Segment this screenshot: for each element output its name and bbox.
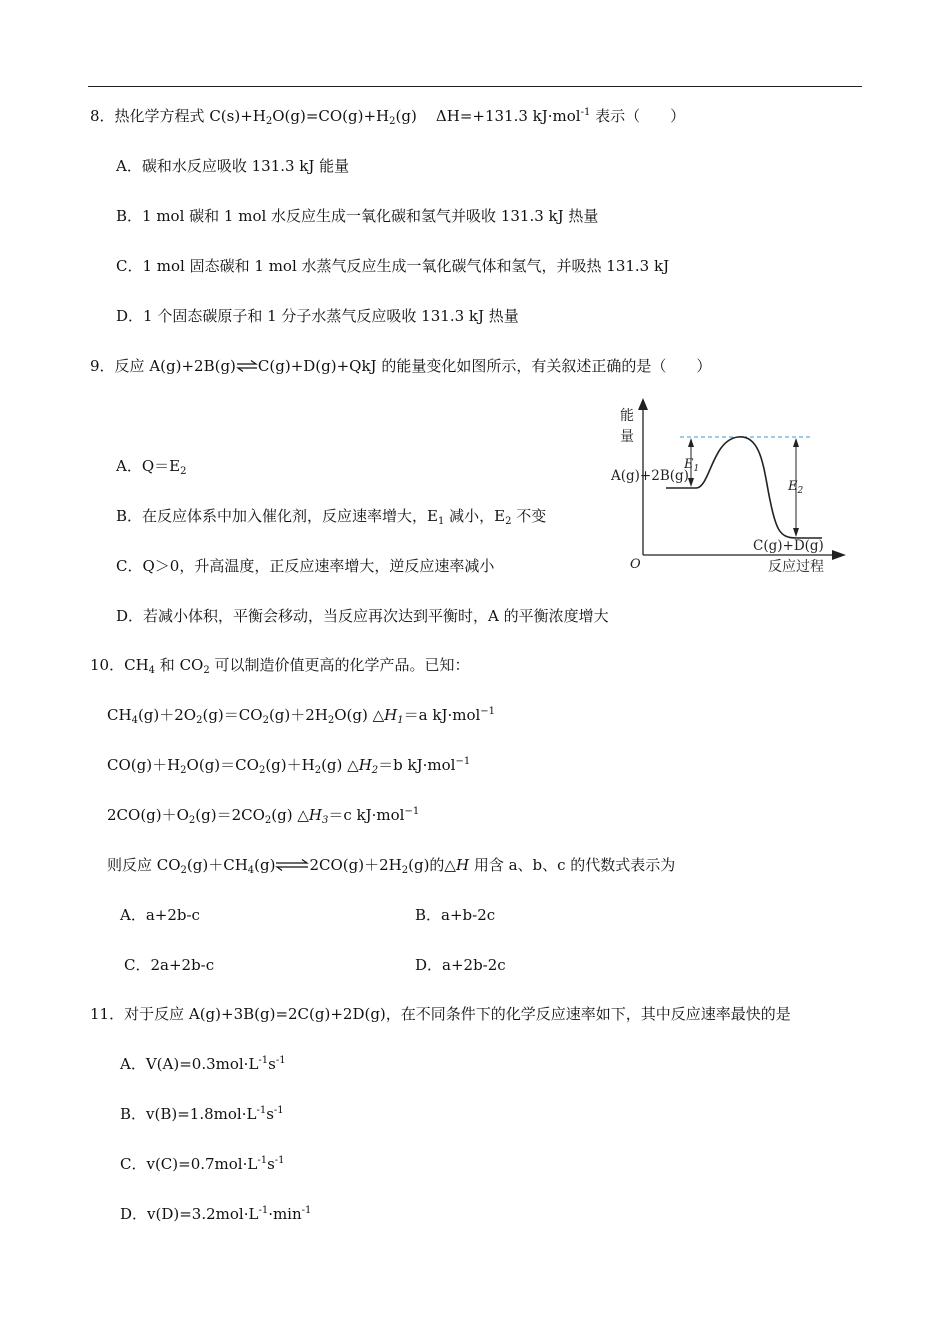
q10-option-c: C．2a+2b-c <box>124 956 215 974</box>
q10-option-a: A．a+2b-c <box>120 906 200 924</box>
e2-arrow-head-bottom-icon <box>793 528 799 537</box>
energy-diagram <box>600 392 860 582</box>
origin-label: O <box>630 557 641 572</box>
q9-option-a: A．$Q=E_2$ <box>116 457 187 477</box>
reactant-label: A(g)+2B(g) <box>611 468 689 484</box>
q10-option-d: D．a+2b-2c <box>415 956 506 974</box>
y-label-energy-1: 能 <box>620 408 634 424</box>
q8-option-b: B．1 mol 碳和 1 mol 水反应生成一氧化碳和氢气并吸收 131.3 kJ 热量 <box>116 207 599 225</box>
q10-equation-2: $CO(g)+H_2O(g)=CO_2(g)+H_2(g)$ $\triangle H_2=b$ kJ·mol$^{-1}$ <box>107 756 471 776</box>
e1-label: $E_1$ <box>684 457 700 474</box>
q8-option-d: D．1 个固态碳原子和 1 分子水蒸气反应吸收 131.3 kJ 热量 <box>116 307 519 325</box>
equilibrium-arrow-icon <box>236 360 258 372</box>
e1-arrow-head-top-icon <box>688 438 694 447</box>
product-label: C(g)+D(g) <box>753 538 824 554</box>
x-axis-arrow-icon <box>832 550 846 560</box>
q10-question: 则反应 $CO_2(g)+CH_4(g)$ $2CO(g)+2H_2(g)$的△H 用含 a、b、c 的代数式表示为 <box>107 856 676 876</box>
q11-option-a: A．$V(A)=0.3mol\cdot L^{-1}s^{-1}$ <box>120 1055 286 1073</box>
q8-option-a: A．碳和水反应吸收 131.3 kJ 能量 <box>116 157 350 175</box>
y-label-energy-2: 量 <box>620 429 634 445</box>
q10-equation-3: $2CO(g)+O_2(g)=2CO_2(g)$ $\triangle H_3=c$ kJ·mol$^{-1}$ <box>107 806 420 826</box>
q9-option-d: D．若减小体积，平衡会移动，当反应再次达到平衡时，A 的平衡浓度增大 <box>116 607 609 625</box>
q9-option-c: C．Q＞0，升高温度，正反应速率增大，逆反应速率减小 <box>116 557 495 575</box>
e2-label: $E_2$ <box>788 479 804 496</box>
q8-stem: 8．热化学方程式 $C(s)+H_2O(g)=CO(g)+H_2(g)$ ΔH=+131.3 kJ·mol$^{-1}$ 表示（ ） <box>90 107 686 127</box>
q10-stem: 10．$CH_4$ 和 $CO_2$ 可以制造价值更高的化学产品。已知： <box>90 656 470 676</box>
header-rule <box>88 86 862 87</box>
q11-option-d: D．$v(D)=3.2mol\cdot L^{-1}\cdot\min^{-1}$ <box>120 1205 312 1223</box>
y-axis-arrow-icon <box>638 398 648 410</box>
q11-option-b: B．$v(B)=1.8mol\cdot L^{-1}s^{-1}$ <box>120 1105 284 1123</box>
equilibrium-arrow-icon <box>275 859 309 871</box>
e2-arrow-head-top-icon <box>793 438 799 447</box>
q11-option-c: C．$v(C)=0.7mol\cdot L^{-1}s^{-1}$ <box>120 1155 285 1173</box>
q8-option-c: C．1 mol 固态碳和 1 mol 水蒸气反应生成一氧化碳气体和氢气，并吸热 131.3 kJ <box>116 257 670 275</box>
q9-option-b: B．在反应体系中加入催化剂，反应速率增大，$E_1$ 减小，$E_2$ 不变 <box>116 507 547 527</box>
x-axis-label: 反应过程 <box>768 559 824 575</box>
q9-stem: 9．反应 A(g)+2B(g) C(g)+D(g)+QkJ 的能量变化如图所示，有关叙述正确的是（ ） <box>90 357 712 375</box>
q10-option-b: B．a+b-2c <box>415 906 496 924</box>
q11-stem: 11．对于反应 A(g)+3B(g)=2C(g)+2D(g)，在不同条件下的化学反应速率如下，其中反应速率最快的是 <box>90 1005 791 1023</box>
q10-equation-1: $CH_4(g)+2O_2(g)=CO_2(g)+2H_2O(g)$ $\triangle H_1=a$ kJ·mol$^{-1}$ <box>107 706 496 726</box>
